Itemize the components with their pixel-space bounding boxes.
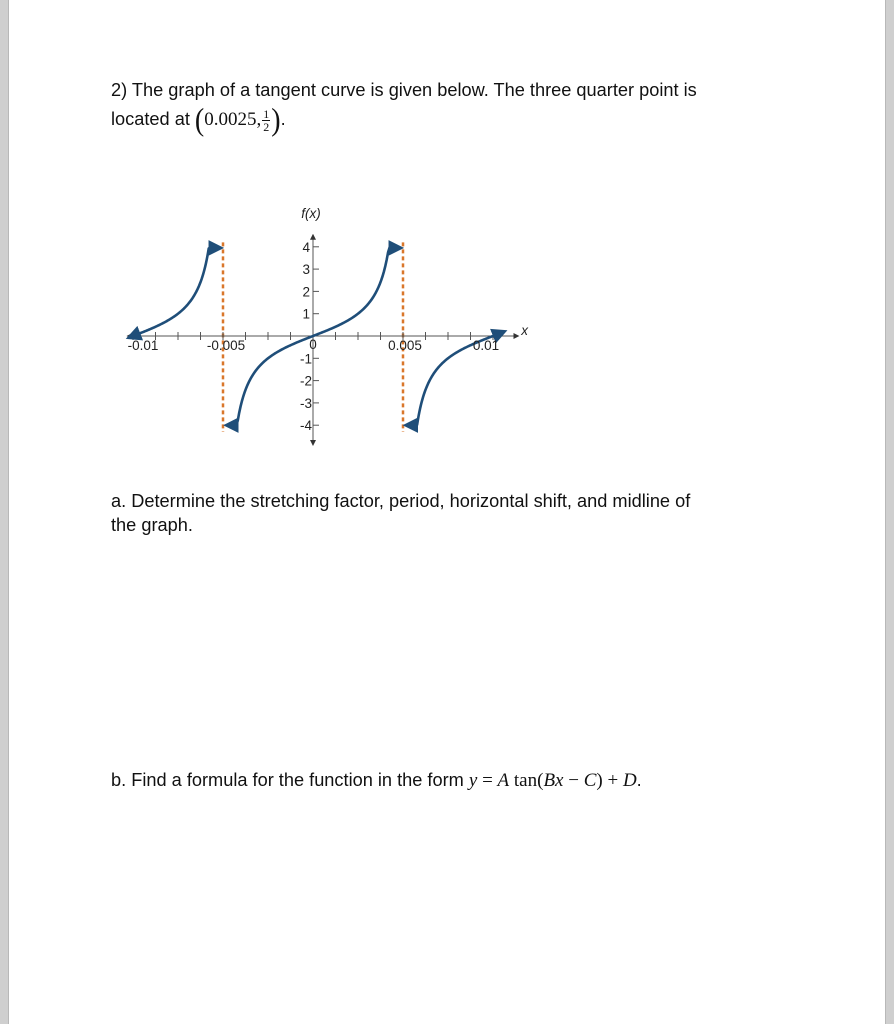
open-paren: ( — [194, 102, 205, 139]
y-tick-label-neg-3: -3 — [299, 395, 312, 411]
problem-line-2-suffix: . — [280, 109, 286, 129]
x-tick-label-0: 0 — [309, 337, 317, 352]
formula-tan: tan — [509, 770, 538, 791]
point-x-value: 0.0025, — [204, 109, 262, 130]
x-tick-label-1: -0.01 — [127, 338, 159, 353]
x-tick-label-5: 0.01 — [472, 338, 500, 353]
problem-line-1: 2) The graph of a tangent curve is given below. The three quarter point is — [111, 80, 697, 100]
close-paren: ) — [271, 102, 281, 139]
y-tick-label-1: 1 — [302, 306, 310, 322]
formula-close: ) — [596, 770, 603, 791]
formula-x: x — [555, 770, 564, 791]
formula-minus: − — [563, 770, 584, 791]
fraction-numerator: 1 — [263, 106, 270, 121]
axis-layer — [129, 237, 516, 443]
fraction-denominator: 2 — [263, 119, 270, 134]
formula-y: y — [468, 770, 478, 791]
formula-eq: = — [477, 770, 498, 791]
part-a-line-2: the graph. — [111, 515, 193, 535]
y-tick-label-neg-1: -1 — [299, 351, 312, 367]
y-tick-label-neg-2: -2 — [299, 373, 312, 389]
formula-open: ( — [537, 770, 544, 791]
x-tick-label-2: -0.005 — [206, 338, 246, 353]
y-tick-label-neg-4: -4 — [299, 418, 312, 434]
part-b-prefix: b. Find a formula for the function in the form — [111, 770, 469, 790]
label-layer — [128, 206, 530, 433]
y-tick-label-2: 2 — [302, 284, 310, 300]
x-tick-label-4: 0.005 — [388, 338, 422, 353]
formula-end: . — [636, 770, 642, 790]
formula-A: A — [497, 770, 510, 791]
x-axis-label: x — [521, 323, 528, 338]
formula-C: C — [583, 770, 597, 791]
curve-branch-left — [133, 248, 216, 336]
y-tick-label-3: 3 — [302, 262, 310, 278]
formula-D: D — [622, 770, 637, 791]
part-a-line-1: a. Determine the stretching factor, period, horizontal shift, and midline of — [111, 491, 691, 511]
formula-plus: + — [602, 770, 623, 791]
y-tick-label-4: 4 — [302, 239, 310, 255]
problem-line-2-prefix: located at — [111, 109, 195, 129]
formula-B: B — [543, 770, 556, 791]
y-axis-label: f(x) — [301, 205, 321, 221]
